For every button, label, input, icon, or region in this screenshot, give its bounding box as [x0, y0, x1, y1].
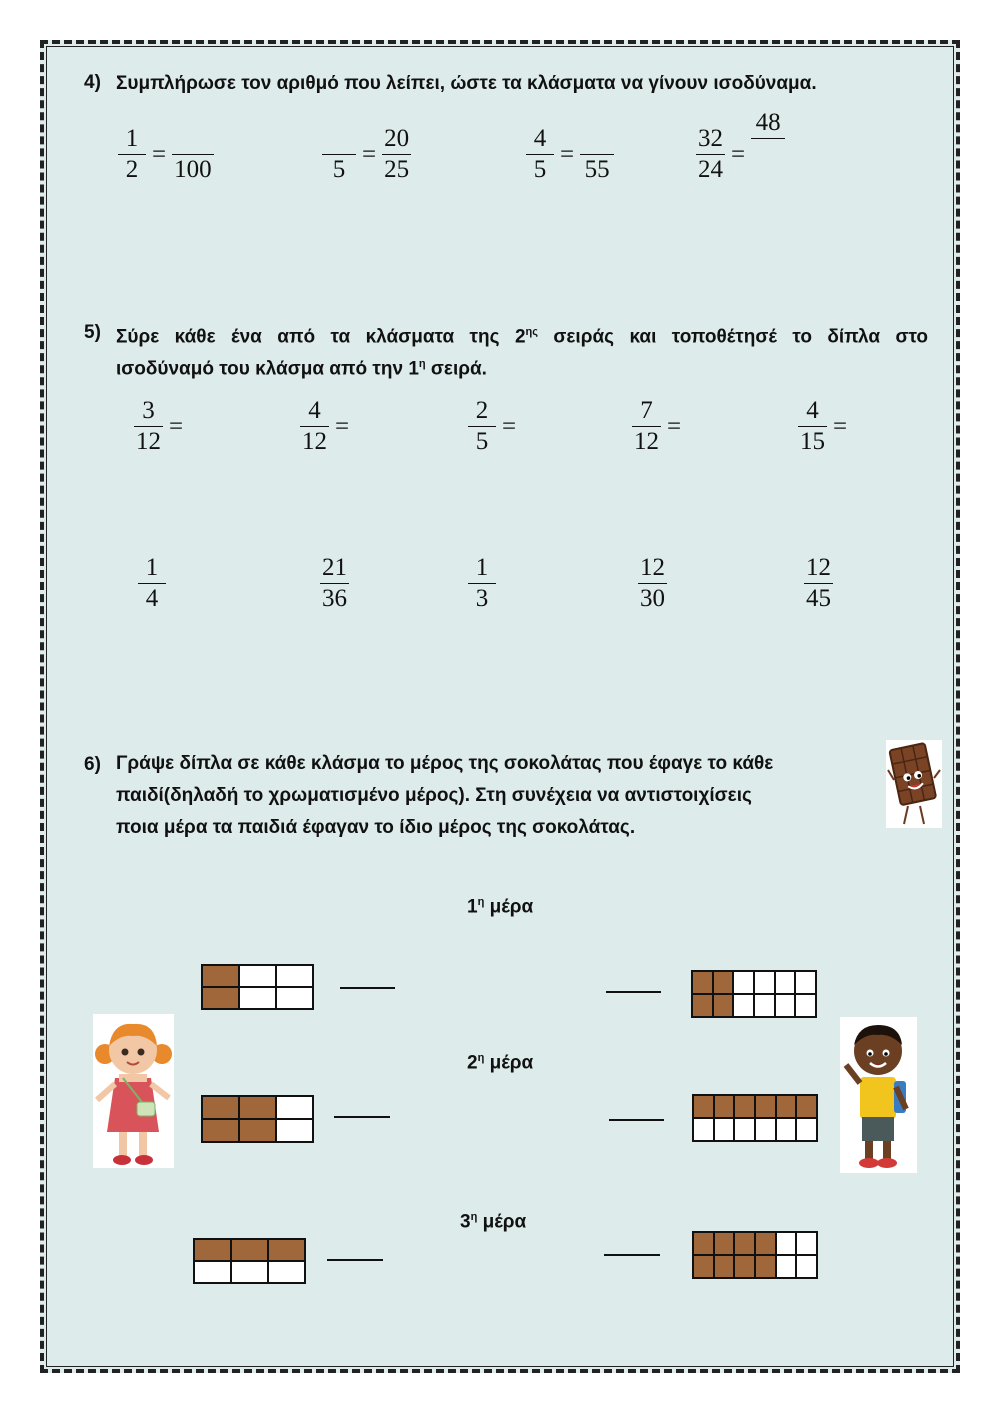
fraction-denominator: 15	[800, 428, 825, 455]
q4-instruction: Συμπλήρωσε τον αριθμό που λείπει, ώστε τα κλάσματα να γίνουν ισοδύναμα.	[116, 73, 817, 94]
fraction-denominator: 2	[125, 156, 139, 183]
equals-sign: =	[833, 412, 848, 440]
answer-line[interactable]	[604, 1254, 660, 1256]
chocolate-piece	[268, 1239, 305, 1261]
page-frame	[40, 40, 960, 1373]
q5-target-fraction	[798, 396, 853, 457]
chocolate-bar-day1-left	[201, 964, 314, 1010]
answer-line[interactable]	[340, 987, 395, 989]
chocolate-piece	[734, 1118, 755, 1141]
fraction-numerator: 3	[142, 397, 155, 424]
q4-number: 4)	[84, 72, 101, 93]
chocolate-piece	[734, 1095, 755, 1118]
fraction-denominator: 45	[806, 585, 831, 612]
fraction-denominator: 12	[634, 428, 659, 455]
q4-equation-1	[118, 124, 214, 185]
day-1-label: $1^\eta$ μέρα	[467, 896, 534, 918]
chocolate-piece	[776, 1232, 797, 1255]
chocolate-piece	[713, 994, 734, 1017]
chocolate-piece	[693, 1118, 714, 1141]
answer-blank[interactable]	[580, 124, 614, 154]
answer-line[interactable]	[609, 1119, 664, 1121]
chocolate-piece	[194, 1261, 231, 1283]
q5-draggable-fraction[interactable]	[138, 553, 166, 614]
chocolate-piece	[693, 1232, 714, 1255]
chocolate-piece	[734, 1232, 755, 1255]
equals-sign: =	[169, 412, 184, 440]
fraction-denominator: 4	[145, 585, 159, 612]
q5-draggable-fraction[interactable]	[804, 553, 833, 614]
q6-number: 6)	[84, 754, 101, 775]
chocolate-piece	[231, 1239, 268, 1261]
q5-number: 5)	[84, 322, 101, 343]
chocolate-piece	[202, 1119, 239, 1142]
chocolate-piece	[795, 994, 816, 1017]
answer-blank[interactable]	[176, 124, 210, 154]
chocolate-piece	[714, 1095, 735, 1118]
fraction-numerator: 4	[308, 397, 321, 424]
fraction-denominator: 30	[640, 585, 665, 612]
chocolate-bar-character	[886, 740, 942, 828]
chocolate-piece	[796, 1095, 817, 1118]
chocolate-piece	[202, 1096, 239, 1119]
chocolate-piece	[775, 971, 796, 994]
q5-target-fraction	[134, 396, 189, 457]
q5-draggable-fraction[interactable]	[638, 553, 667, 614]
fraction-numerator: 4	[533, 125, 547, 152]
boy-character	[840, 1017, 917, 1173]
chocolate-piece	[693, 1095, 714, 1118]
chocolate-piece	[755, 1232, 776, 1255]
q5-target-fraction	[468, 396, 522, 457]
chocolate-piece	[714, 1118, 735, 1141]
chocolate-piece	[796, 1255, 817, 1278]
chocolate-bar-day3-right	[692, 1231, 818, 1279]
fraction-numerator: 2	[475, 397, 489, 424]
fraction-denominator: 5	[475, 428, 489, 455]
q5-instruction-line2: ισοδύναμό του κλάσμα από την $1^\eta$ σειρά.	[116, 358, 487, 380]
fraction-denominator: 3	[475, 585, 489, 612]
fraction-denominator: 36	[322, 585, 347, 612]
fraction-denominator: 12	[302, 428, 327, 455]
answer-blank[interactable]	[322, 124, 356, 154]
girl-character	[93, 1014, 174, 1168]
chocolate-piece	[733, 971, 754, 994]
chocolate-piece	[754, 994, 775, 1017]
q5-draggable-fraction[interactable]	[320, 553, 349, 614]
fraction-numerator: 21	[322, 554, 347, 581]
chocolate-piece	[776, 1095, 797, 1118]
fraction-numerator: 12	[806, 554, 831, 581]
chocolate-piece	[755, 1118, 776, 1141]
chocolate-piece	[734, 1255, 755, 1278]
answer-line[interactable]	[606, 991, 661, 993]
chocolate-piece	[776, 1118, 797, 1141]
chocolate-piece	[796, 1118, 817, 1141]
q6-instruction-line3: ποια μέρα τα παιδιά έφαγαν το ίδιο μέρος της σοκολάτας.	[116, 817, 636, 838]
chocolate-piece	[714, 1232, 735, 1255]
fraction-denominator: 5	[533, 156, 547, 183]
chocolate-piece	[202, 965, 239, 987]
chocolate-bar-day1-right	[691, 970, 817, 1018]
chocolate-piece	[276, 1096, 313, 1119]
answer-line[interactable]	[334, 1116, 390, 1118]
q5-instruction-line1: Σύρε κάθε ένα από τα κλάσματα της $2^{\eta\varsigma}$ σειράς και τοποθέτησέ το δίπλα στο	[116, 326, 929, 348]
chocolate-piece	[276, 965, 313, 987]
chocolate-bar-day3-left	[193, 1238, 306, 1284]
q6-instruction-line2: παιδί(δηλαδή το χρωματισμένο μέρος). Στη συνέχεια να αντιστοιχίσεις	[116, 785, 752, 806]
fraction-numerator: 1	[475, 554, 489, 581]
fraction-numerator: 48	[755, 109, 781, 136]
chocolate-piece	[239, 987, 276, 1009]
fraction-denominator: 5	[332, 156, 346, 183]
q4-equation-2	[322, 124, 411, 185]
chocolate-piece	[796, 1232, 817, 1255]
q6-instruction-line1: Γράψε δίπλα σε κάθε κλάσμα το μέρος της σοκολάτας που έφαγε το κάθε	[116, 753, 774, 774]
q5-target-fraction	[300, 396, 355, 457]
chocolate-piece	[239, 1096, 276, 1119]
chocolate-bar-day2-right	[692, 1094, 818, 1142]
q4-equation-4	[696, 109, 785, 185]
fraction-numerator: 20	[384, 125, 410, 152]
equals-sign: =	[560, 140, 575, 168]
fraction-numerator: 1	[145, 554, 159, 581]
chocolate-piece	[239, 1119, 276, 1142]
fraction-denominator: 100	[174, 156, 212, 183]
equals-sign: =	[362, 140, 377, 168]
chocolate-piece	[276, 1119, 313, 1142]
equals-sign: =	[731, 140, 746, 168]
chocolate-piece	[692, 994, 713, 1017]
chocolate-piece	[231, 1261, 268, 1283]
chocolate-piece	[755, 1255, 776, 1278]
chocolate-piece	[795, 971, 816, 994]
fraction-denominator: 12	[136, 428, 161, 455]
equals-sign: =	[667, 412, 682, 440]
answer-line[interactable]	[327, 1259, 383, 1261]
q5-target-fraction	[632, 396, 687, 457]
chocolate-piece	[692, 971, 713, 994]
fraction-numerator: 32	[698, 125, 723, 152]
chocolate-piece	[194, 1239, 231, 1261]
fraction-numerator: 1	[125, 125, 139, 152]
chocolate-piece	[755, 1095, 776, 1118]
chocolate-piece	[776, 1255, 797, 1278]
q4-equation-3	[526, 124, 614, 185]
chocolate-piece	[775, 994, 796, 1017]
equals-sign: =	[502, 412, 517, 440]
chocolate-piece	[693, 1255, 714, 1278]
chocolate-piece	[733, 994, 754, 1017]
chocolate-piece	[276, 987, 313, 1009]
chocolate-piece	[239, 965, 276, 987]
fraction-denominator: 24	[698, 156, 723, 183]
chocolate-bar-day2-left	[201, 1095, 314, 1143]
chocolate-piece	[754, 971, 775, 994]
equals-sign: =	[152, 140, 167, 168]
day-2-label: $2^\eta$ μέρα	[467, 1052, 534, 1074]
q5-draggable-fraction[interactable]	[468, 553, 496, 614]
chocolate-piece	[268, 1261, 305, 1283]
fraction-denominator: 55	[584, 156, 610, 183]
fraction-numerator: 7	[640, 397, 653, 424]
fraction-numerator: 12	[640, 554, 665, 581]
chocolate-piece	[713, 971, 734, 994]
day-3-label: $3^\eta$ μέρα	[460, 1211, 527, 1233]
fraction-numerator: 4	[806, 397, 819, 424]
equals-sign: =	[335, 412, 350, 440]
chocolate-piece	[202, 987, 239, 1009]
fraction-denominator: 25	[384, 156, 410, 183]
chocolate-piece	[714, 1255, 735, 1278]
answer-blank[interactable]	[751, 139, 785, 169]
